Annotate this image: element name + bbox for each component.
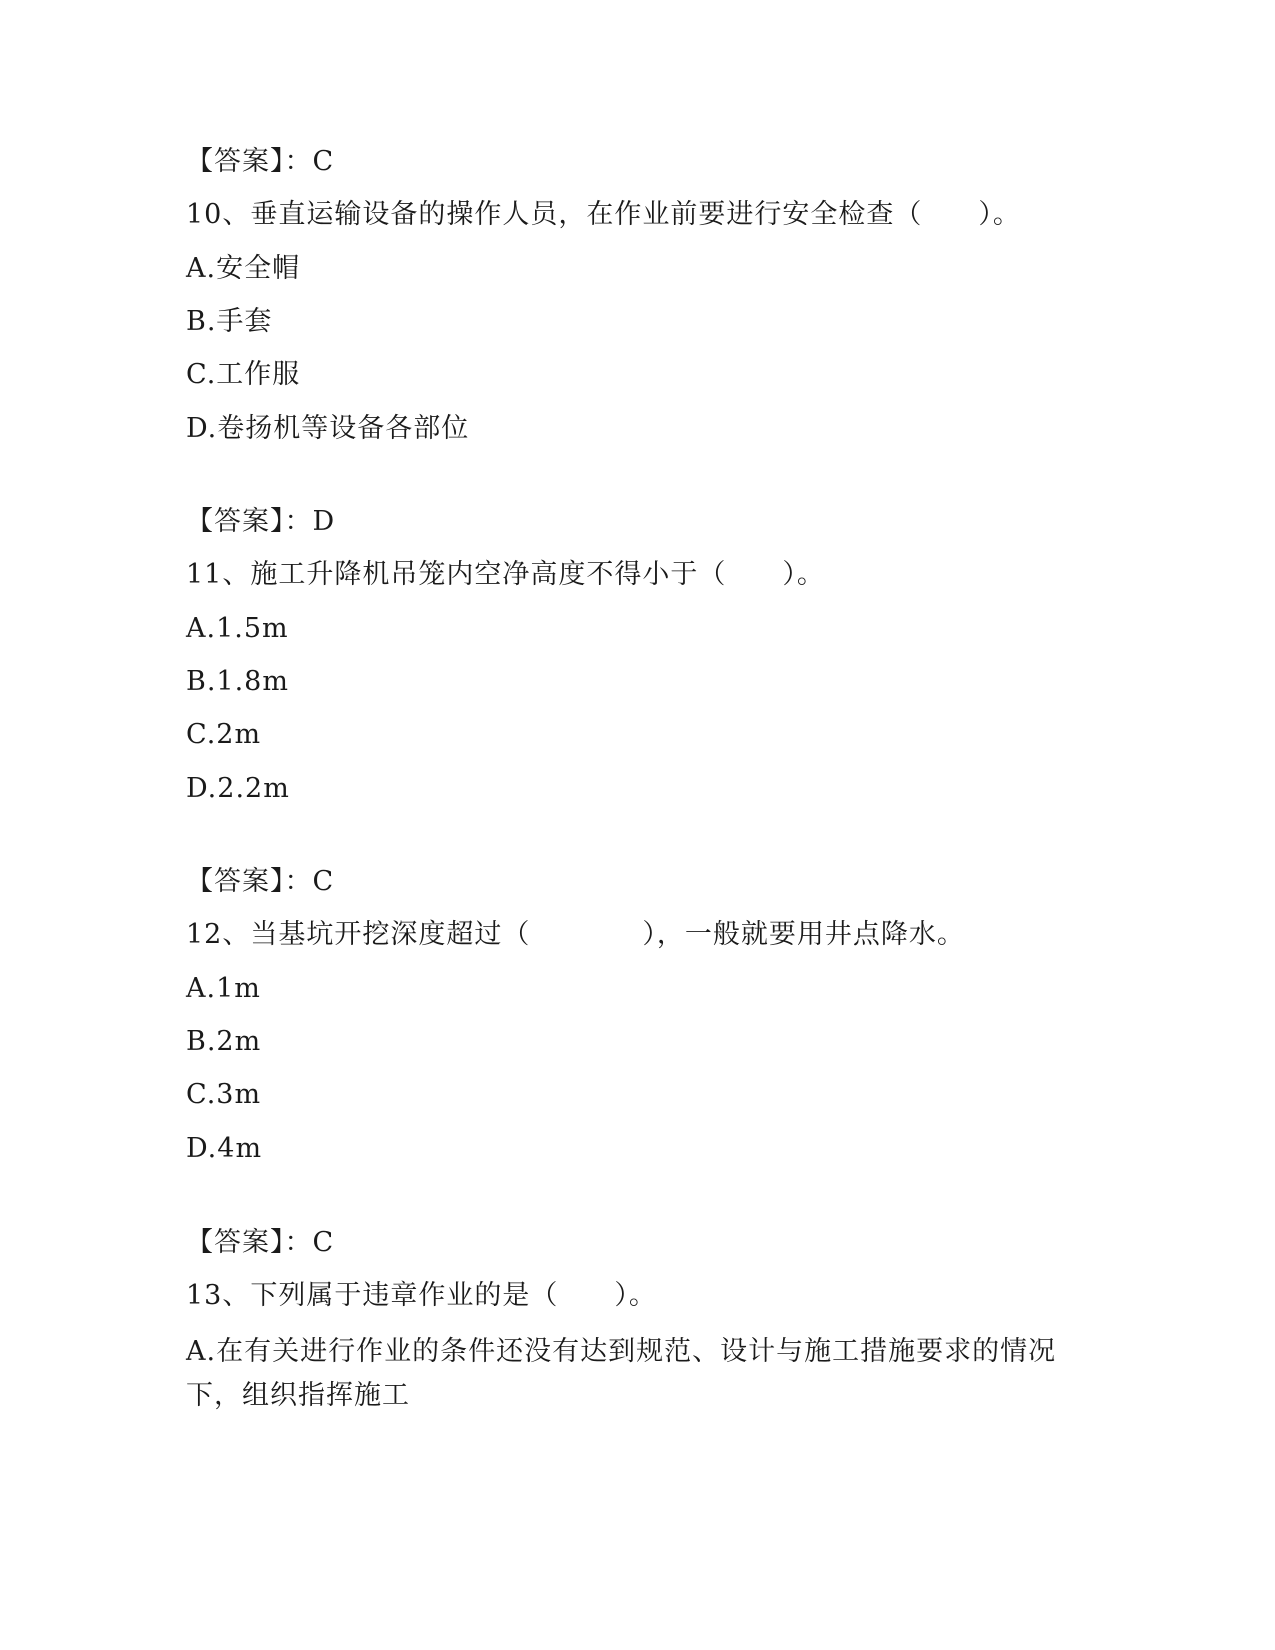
question-11: 11、施工升降机吊笼内空净高度不得小于（ ）。 bbox=[186, 559, 825, 590]
option-d: D.4m bbox=[186, 1133, 263, 1164]
option-d: D.卷扬机等设备各部位 bbox=[186, 413, 470, 444]
option-b: B.1.8m bbox=[186, 666, 289, 697]
question-10: 10、垂直运输设备的操作人员，在作业前要进行安全检查（ ）。 bbox=[186, 199, 1021, 230]
question-13: 13、下列属于违章作业的是（ ）。 bbox=[186, 1280, 657, 1311]
question-12: 12、当基坑开挖深度超过（ ），一般就要用井点降水。 bbox=[186, 919, 965, 950]
option-a: A.在有关进行作业的条件还没有达到规范、设计与施工措施要求的情况下，组织指挥施工 bbox=[186, 1336, 1057, 1411]
option-a: A.1.5m bbox=[186, 613, 289, 644]
option-c: C.2m bbox=[186, 719, 262, 750]
answer-line bbox=[186, 144, 334, 180]
answer-label: 【答案】： bbox=[186, 866, 313, 897]
option-b: B.2m bbox=[186, 1026, 262, 1057]
answer-label: 【答案】： bbox=[186, 146, 313, 177]
answer-line bbox=[186, 864, 334, 900]
option-a: A.1m bbox=[186, 973, 261, 1004]
option-c: C.3m bbox=[186, 1079, 262, 1110]
answer-value: C bbox=[312, 866, 335, 897]
option-d: D.2.2m bbox=[186, 773, 290, 804]
answer-line bbox=[186, 1225, 334, 1261]
option-a: A.安全帽 bbox=[186, 253, 301, 284]
answer-label: 【答案】： bbox=[186, 1227, 313, 1258]
option-c: C.工作服 bbox=[186, 359, 301, 390]
option-b: B.手套 bbox=[186, 306, 273, 337]
answer-line bbox=[186, 504, 335, 540]
answer-value: C bbox=[312, 1227, 335, 1258]
answer-value: D bbox=[312, 506, 336, 537]
answer-label: 【答案】： bbox=[186, 506, 313, 537]
answer-value: C bbox=[312, 146, 335, 177]
